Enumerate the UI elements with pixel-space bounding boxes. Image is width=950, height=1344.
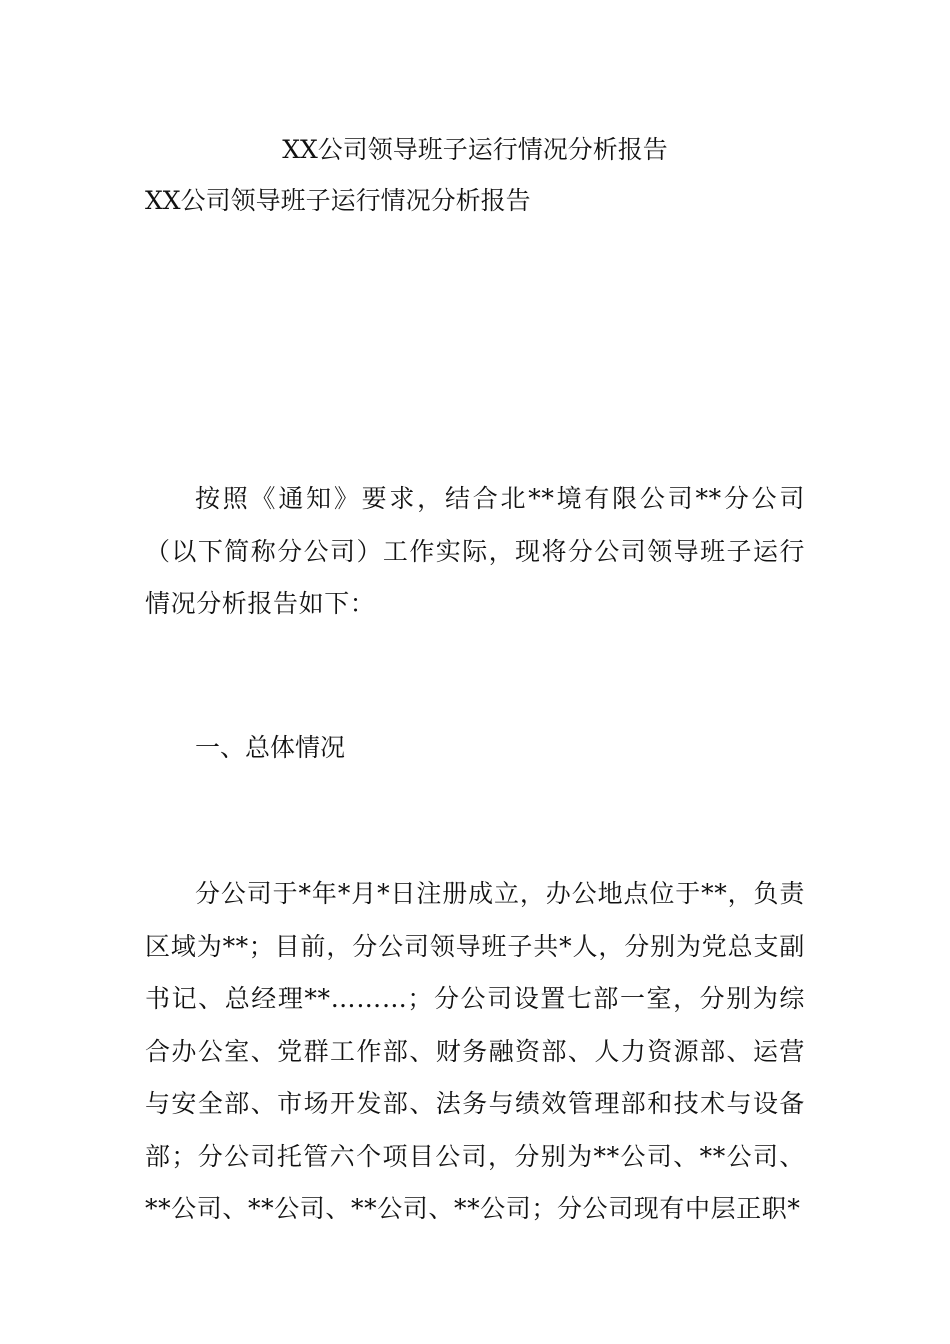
document-title-left: XX公司领导班子运行情况分析报告 bbox=[145, 186, 531, 215]
intro-paragraph: 按照《通知》要求，结合北**境有限公司**分公司（以下简称分公司）工作实际，现将分公司领导班子运行情况分析报告如下： bbox=[145, 484, 805, 618]
overview-paragraph: 分公司于*年*月*日注册成立，办公地点位于**，负责区域为**；目前，分公司领导班子共*人，分别为党总支副书记、总经理**………；分公司设置七部一室，分别为综合办公室、党群工作部、财务融资部、人力资源部、运营与安全部、市场开发部、法务与绩效管理部和技术与设备部；分公司托管六个项目公司，分别为**公司、**公司、**公司、**公司、**公司、**公司；分公司现有中层正职* bbox=[145, 879, 805, 1223]
document-title-centered: XX公司领导班子运行情况分析报告 bbox=[282, 135, 668, 164]
section-heading-overview: 一、总体情况 bbox=[195, 733, 346, 762]
